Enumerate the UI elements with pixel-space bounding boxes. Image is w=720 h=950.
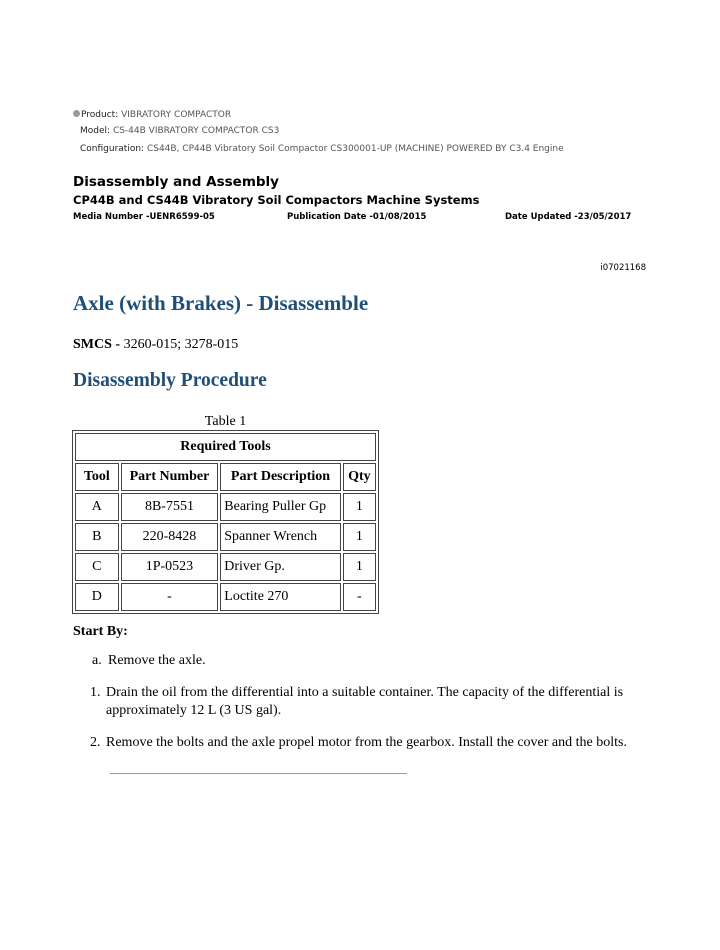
table-cell: - [343, 583, 376, 611]
gear-icon [73, 110, 80, 117]
table-cell: 1 [343, 553, 376, 581]
model-label: Model: [80, 126, 111, 136]
page-title: Axle (with Brakes) - Disassemble [73, 291, 369, 315]
table-header-row [75, 463, 376, 491]
column-header-part-number: Part Number [121, 463, 219, 491]
smcs-codes: 3260-015; 3278-015 [123, 337, 239, 352]
configuration-label: Configuration: [80, 144, 145, 154]
divider-line [110, 773, 407, 774]
table-cell: Loctite 270 [220, 583, 340, 611]
start-by-heading: Start By: [73, 624, 128, 639]
model-value: CS-44B VIBRATORY COMPACTOR CS3 [112, 126, 280, 136]
table-cell: 220-8428 [121, 523, 219, 551]
product-value: VIBRATORY COMPACTOR [121, 110, 232, 120]
table-row [75, 523, 376, 551]
table-cell: 1 [343, 493, 376, 521]
required-tools-table [72, 430, 379, 614]
manual-subtitle: CP44B and CS44B Vibratory Soil Compactors Machine Systems [73, 193, 480, 207]
table-title: Required Tools [75, 433, 376, 461]
step-marker: 2. [90, 735, 101, 750]
section-title: Disassembly Procedure [73, 370, 267, 391]
table-cell: 1P-0523 [121, 553, 219, 581]
step-marker: 1. [90, 685, 101, 700]
configuration-value: CS44B, CP44B Vibratory Soil Compactor CS300001-UP (MACHINE) POWERED BY C3.4 Engine [146, 144, 564, 154]
table-cell: Bearing Puller Gp [220, 493, 340, 521]
table-cell: A [75, 493, 119, 521]
table-row [75, 493, 376, 521]
item-text: Remove the axle. [108, 653, 206, 668]
product-line [73, 110, 231, 120]
smcs-label: SMCS - [73, 337, 121, 352]
media-number: Media Number -UENR6599-05 [73, 212, 215, 222]
table-cell: Driver Gp. [220, 553, 340, 581]
table-cell: B [75, 523, 119, 551]
table-cell: 8B-7551 [121, 493, 219, 521]
table-cell: C [75, 553, 119, 581]
table-caption: Table 1 [204, 414, 247, 429]
item-marker: a. [92, 653, 102, 668]
table-row [75, 553, 376, 581]
model-line [80, 126, 279, 136]
date-updated: Date Updated -23/05/2017 [505, 212, 632, 222]
column-header-tool: Tool [75, 463, 119, 491]
product-label: Product: [81, 110, 119, 120]
table-cell: 1 [343, 523, 376, 551]
table-cell: - [121, 583, 219, 611]
document-id: i07021168 [600, 263, 646, 273]
step-text: Drain the oil from the differential into a suitable container. The capacity of the differential is approximately 12 L (3 US gal). [106, 685, 624, 718]
column-header-part-description: Part Description [220, 463, 340, 491]
step-text: Remove the bolts and the axle propel motor from the gearbox. Install the cover and the bolts. [106, 735, 627, 750]
table-cell: D [75, 583, 119, 611]
publication-date: Publication Date -01/08/2015 [287, 212, 427, 222]
column-header-qty: Qty [343, 463, 376, 491]
smcs-line [73, 337, 238, 353]
table-cell: Spanner Wrench [220, 523, 340, 551]
table-row [75, 583, 376, 611]
manual-title: Disassembly and Assembly [73, 174, 279, 190]
configuration-line [80, 144, 564, 154]
